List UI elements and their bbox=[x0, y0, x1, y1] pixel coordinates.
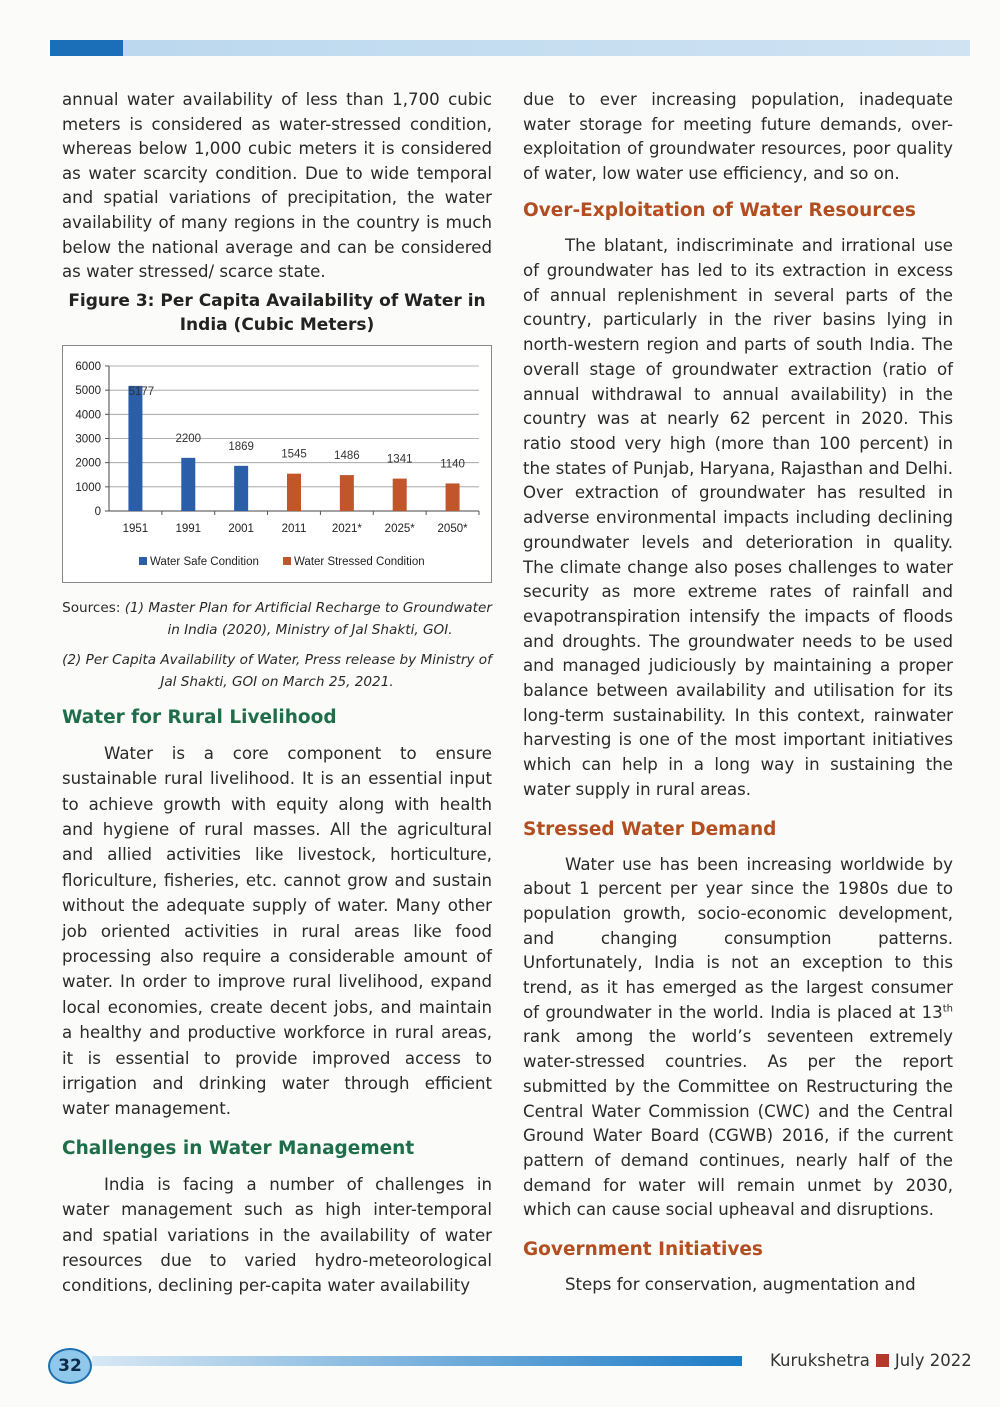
heading-rural-livelihood: Water for Rural Livelihood bbox=[62, 706, 337, 728]
x-tick-label: 2021* bbox=[331, 522, 362, 535]
y-tick-label: 4000 bbox=[75, 409, 101, 422]
bar-2050-proj bbox=[446, 483, 460, 511]
footer-magazine bbox=[770, 1351, 972, 1370]
y-tick-label: 0 bbox=[94, 505, 101, 518]
legend-stressed-swatch bbox=[283, 557, 291, 565]
source-2: (2) Per Capita Availability of Water, Press release by Ministry of Jal Shakti, GOI on March 25, 2021. bbox=[62, 651, 492, 690]
bar-1991 bbox=[181, 458, 195, 511]
over-exploitation-paragraph: The blatant, indiscriminate and irrational use of groundwater has led to its extraction in excess of annual replenishment in several parts of the country, particularly in the river basins lying in north-western region and parts of south India. The overall stage of groundwater extraction (ratio of annual withdrawal to annual availability) in the country was at nearly 62 percent in 2020. This ratio stood very high (more than 100 percent) in the states of Punjab, Haryana, Rajasthan and Delhi. Over extraction of groundwater has resulted in adverse environmental impacts including declining groundwater levels and deterioration in quality. The climate change also poses challenges to water security as more extreme rates of rainfall and evapotranspiration intensify the impacts of floods and droughts. The groundwater needs to be used and managed judiciously by maintaining a proper balance between availability and utilisation for its long-term sustainability. In this context, rainwater harvesting is one of the most important initiatives which can help in a long way in sustaining the water supply in rural areas. bbox=[523, 236, 953, 799]
x-tick-label: 1951 bbox=[122, 522, 149, 535]
data-label: 2200 bbox=[175, 432, 202, 445]
figure-title: Figure 3: Per Capita Availability of Water in India (Cubic Meters) bbox=[68, 290, 486, 335]
bar-2001 bbox=[234, 466, 248, 511]
x-tick-label: 2025* bbox=[384, 522, 415, 535]
sources bbox=[62, 597, 492, 693]
data-label: 1486 bbox=[334, 449, 360, 462]
rural-paragraph: Water is a core component to ensure sustainable rural livelihood. It is an essential input to achieve growth with equity along with health and hygiene of rural masses. All the agricultural and allied activities like livestock, horticulture, floriculture, fisheries, etc. cannot grow and sustain without the adequate supply of water. Many other job oriented activities in rural areas like food processing also require a considerable amount of water. In order to improve rural livelihood, expand local economies, create decent jobs, and maintain a healthy and productive workforce in rural areas, it is essential to provide improved access to irrigation and drinking water through efficient water management. bbox=[62, 743, 492, 1119]
data-label: 5177 bbox=[128, 385, 155, 398]
bar-chart bbox=[62, 345, 492, 583]
bar-2011 bbox=[287, 473, 301, 510]
page-number: 32 bbox=[48, 1348, 92, 1384]
y-tick-label: 3000 bbox=[75, 433, 101, 446]
data-label: 1341 bbox=[386, 453, 413, 466]
y-tick-label: 2000 bbox=[75, 457, 101, 470]
data-label: 1869 bbox=[228, 440, 254, 453]
stressed-text-b: rank among the world’s seventeen extremely water-stressed countries. As per the report submitted by the Committee on Restructuring the Central Water Commission (CWC) and the Central Ground Water Board (CGWB) 2016, if the current pattern of demand continues, nearly half of the demand for water will remain unmet by 2030, which can cause social upheaval and disruptions. bbox=[523, 1027, 953, 1220]
x-tick-label: 2001 bbox=[228, 522, 254, 535]
sources-label: Sources: bbox=[62, 599, 121, 616]
intro-paragraph: annual water availability of less than 1,700 cubic meters is considered as water-stressed condition, whereas below 1,000 cubic meters it is considered as water scarcity condition. Due to wide temporal and spatial variations of precipitation, the water availability of many regions in the country is much below the national average and can be considered as water stressed/ scarce state. bbox=[62, 90, 492, 282]
data-label: 1140 bbox=[440, 458, 465, 471]
magazine-name: Kurukshetra bbox=[770, 1351, 870, 1370]
x-tick-label: 2050* bbox=[437, 522, 468, 535]
y-tick-label: 1000 bbox=[75, 481, 101, 494]
stressed-text-a: Water use has been increasing worldwide by about 1 percent per year since the 1980s due to population growth, socio-economic development, and changing consumption patterns. Unfortunately, India is not an exception to this trend, as it has emerged as the largest consumer of groundwater in the world. India is placed at 13 bbox=[523, 854, 953, 1022]
challenges-paragraph: India is facing a number of challenges in water management such as high inter-temporal and spatial variations in the availability of water resources due to varied hydro-meteorological conditions, declining per-capita water availability bbox=[62, 1174, 492, 1296]
y-tick-label: 6000 bbox=[75, 360, 101, 373]
government-paragraph: Steps for conservation, augmentation and bbox=[565, 1275, 916, 1295]
heading-government-initiatives: Government Initiatives bbox=[523, 1239, 763, 1261]
continuation-paragraph: due to ever increasing population, inadequate water storage for meeting future demands, over-exploitation of groundwater resources, poor quality of water, low water use efficiency, and so on. bbox=[523, 90, 953, 183]
footer-bar bbox=[92, 1356, 742, 1366]
x-tick-label: 2011 bbox=[281, 522, 307, 535]
ordinal-suffix: th bbox=[942, 1003, 953, 1015]
legend-safe-swatch bbox=[139, 557, 147, 565]
source-1 bbox=[62, 597, 492, 641]
bar-2025-proj bbox=[393, 478, 407, 510]
right-column bbox=[523, 88, 953, 1298]
x-tick-label: 1991 bbox=[175, 522, 202, 535]
left-column bbox=[62, 88, 492, 1299]
top-decorative-bar bbox=[50, 40, 970, 56]
chart-svg bbox=[63, 346, 491, 582]
heading-stressed-demand: Stressed Water Demand bbox=[523, 818, 777, 840]
bar-2021-proj bbox=[340, 475, 354, 511]
legend-safe-label: Water Safe Condition bbox=[150, 555, 259, 568]
y-tick-label: 5000 bbox=[75, 384, 101, 397]
issue-date: July 2022 bbox=[894, 1351, 972, 1370]
legend-stressed-label: Water Stressed Condition bbox=[294, 555, 425, 568]
heading-challenges: Challenges in Water Management bbox=[62, 1137, 415, 1159]
heading-over-exploitation: Over-Exploitation of Water Resources bbox=[523, 200, 916, 222]
source-1-text: (1) Master Plan for Artificial Recharge to Groundwater in India (2020), Ministry of Jal Shakti, GOI. bbox=[124, 599, 492, 638]
data-label: 1545 bbox=[281, 448, 307, 461]
bar-1951 bbox=[128, 386, 142, 511]
footer-square-icon bbox=[876, 1354, 889, 1367]
stressed-demand-paragraph bbox=[523, 853, 953, 1224]
